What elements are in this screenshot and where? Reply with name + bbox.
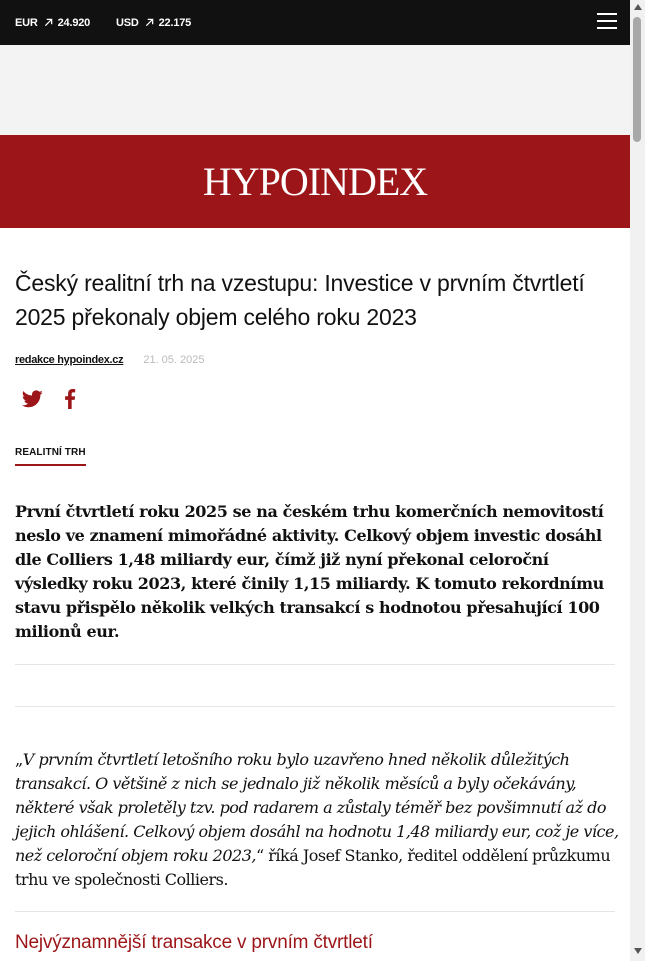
article-quote [15, 748, 620, 892]
twitter-icon[interactable] [22, 388, 43, 410]
hamburger-menu-icon[interactable] [597, 13, 617, 31]
site-logo[interactable]: HYPOINDEX [202, 159, 428, 204]
article-title: Český realitní trh na vzestupu: Investice v prvním čtvrtletí 2025 překonaly objem celého roku 2023 [15, 270, 585, 330]
quote-close-mark: “ [255, 846, 264, 865]
top-bar [0, 0, 630, 45]
rate-value: 22.175 [158, 16, 192, 29]
category-tag[interactable]: REALITNÍ TRH [15, 447, 86, 466]
rate-currency: EUR [15, 16, 38, 29]
divider [15, 706, 615, 707]
rate-eur [15, 0, 90, 45]
scroll-up-icon[interactable] [634, 4, 642, 10]
quote-attribution: říká Josef Stanko, ředitel oddělení průzkumu trhu ve společnosti Colliers. [15, 846, 611, 889]
scroll-down-icon[interactable] [634, 948, 642, 954]
scrollbar-thumb[interactable] [633, 17, 641, 142]
arrow-up-right-icon [145, 18, 154, 27]
article-meta [15, 354, 205, 366]
rate-usd [116, 0, 191, 45]
rate-currency: USD [116, 16, 139, 29]
divider [15, 911, 615, 912]
rate-value: 24.920 [57, 16, 91, 29]
section-heading: Nejvýznamnější transakce v prvním čtvrtletí [15, 932, 373, 953]
quote-open-mark: „ [15, 750, 23, 769]
divider [15, 664, 615, 665]
publish-date: 21. 05. 2025 [143, 354, 205, 366]
quote-text: V prvním čtvrtletí letošního roku bylo uzavřeno hned několik důležitých transakcí. O většině z nich se jednalo již několik měsíců a byly očekávány, některé však proletěly tzv. pod radarem a zůstaly téměř bez povšimnutí až do jejich ohlášení. Celkový objem dosáhl na hodnotu 1,48 miliardy eur, což je více, než celoroční objem roku 2023, [15, 750, 619, 865]
arrow-up-right-icon [44, 18, 53, 27]
brand-header [0, 135, 630, 228]
page-scrollbar[interactable] [630, 0, 645, 961]
facebook-icon[interactable] [64, 388, 76, 410]
ad-placeholder [0, 45, 630, 135]
article-perex: První čtvrtletí roku 2025 se na českém trhu komerčních nemovitostí neslo ve znamení mimořádné aktivity. Celkový objem investic dosáhl dle Colliers 1,48 miliardy eur, čímž již nyní překonal celoroční výsledky roku 2023, které činily 1,15 miliardy. K tomuto rekordnímu stavu přispělo několik velkých transakcí s hodnotou přesahující 100 milionů eur. [15, 502, 604, 641]
author-link[interactable]: redakce hypoindex.cz [15, 354, 124, 366]
